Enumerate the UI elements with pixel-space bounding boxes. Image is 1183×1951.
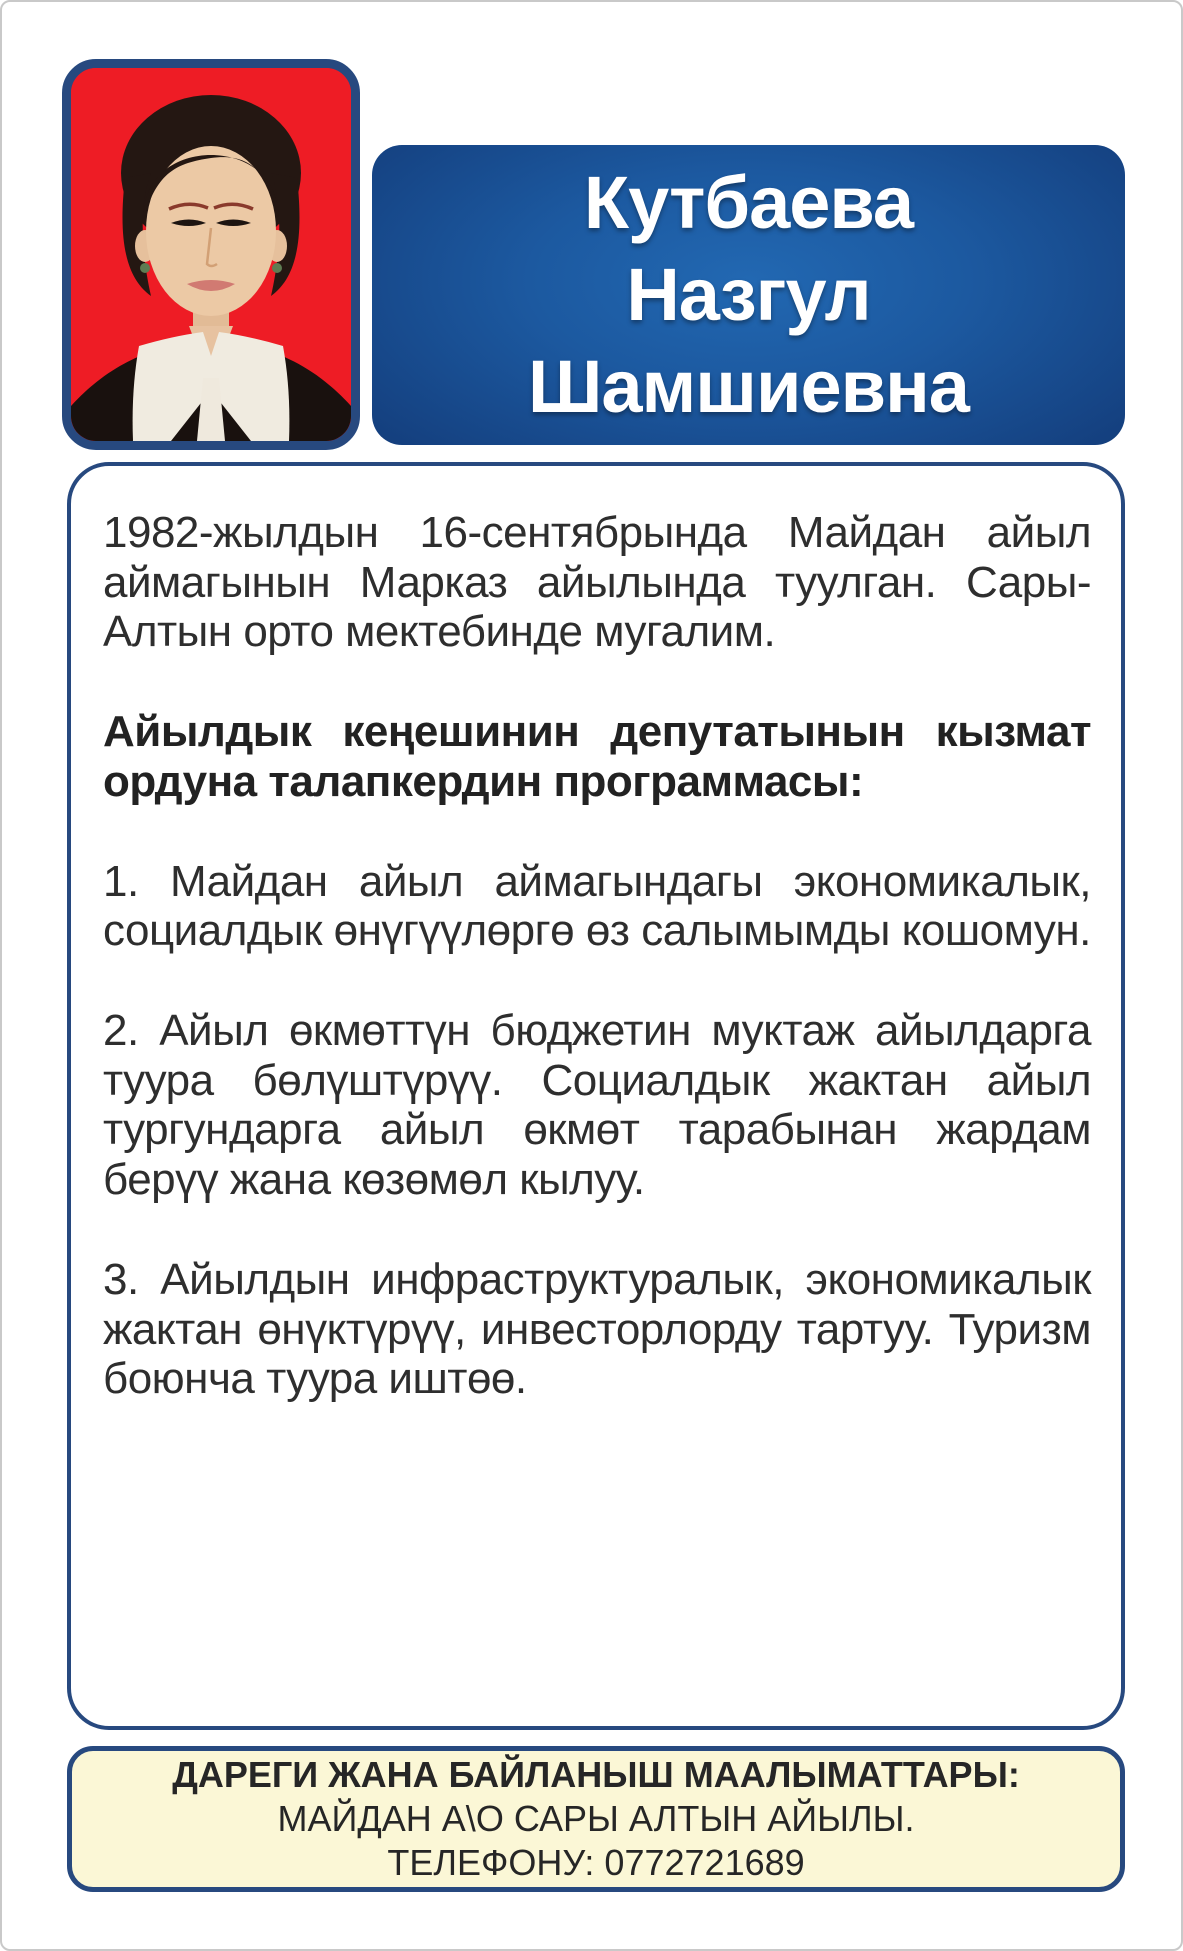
biography-paragraph: 1982-жылдын 16-сентябрында Майдан айыл аймагынын Марказ айылында туулган. Сары-Алтын орто мектебинде мугалим. xyxy=(103,508,1091,657)
contact-heading: ДАРЕГИ ЖАНА БАЙЛАНЫШ МААЛЫМАТТАРЫ: xyxy=(172,1754,1020,1795)
candidate-surname: Кутбаева xyxy=(583,161,914,244)
name-banner xyxy=(372,145,1125,445)
program-heading: Айылдык кеңешинин депутатынын кызмат ордуна талапкердин программасы: xyxy=(103,707,1091,806)
contact-phone: ТЕЛЕФОНУ: 0772721689 xyxy=(387,1842,805,1883)
biography-program-box xyxy=(67,462,1125,1730)
candidate-photo xyxy=(62,59,360,450)
candidate-firstname: Назгул xyxy=(626,253,871,336)
candidate-portrait-illustration xyxy=(71,68,351,441)
program-item-1: 1. Майдан айыл аймагындагы экономикалык, социалдык өнүгүүлөргө өз салымымды кошомун. xyxy=(103,856,1091,956)
program-item-3: 3. Айылдын инфраструктуралык, экономикалык жактан өнүктүрүү, инвесторлорду тартуу. Туризм боюнча туура иштөө. xyxy=(103,1254,1091,1404)
contact-address: МАЙДАН А\О САРЫ АЛТЫН АЙЫЛЫ. xyxy=(277,1798,915,1839)
candidate-patronymic: Шамшиевна xyxy=(528,345,969,428)
program-item-2: 2. Айыл өкмөттүн бюджетин муктаж айылдарга туура бөлүштүрүү. Социалдык жактан айыл тургундарга айыл өкмөт тарабынан жардам берүү жана көзөмөл кылуу. xyxy=(103,1006,1091,1205)
contact-box xyxy=(67,1746,1125,1892)
